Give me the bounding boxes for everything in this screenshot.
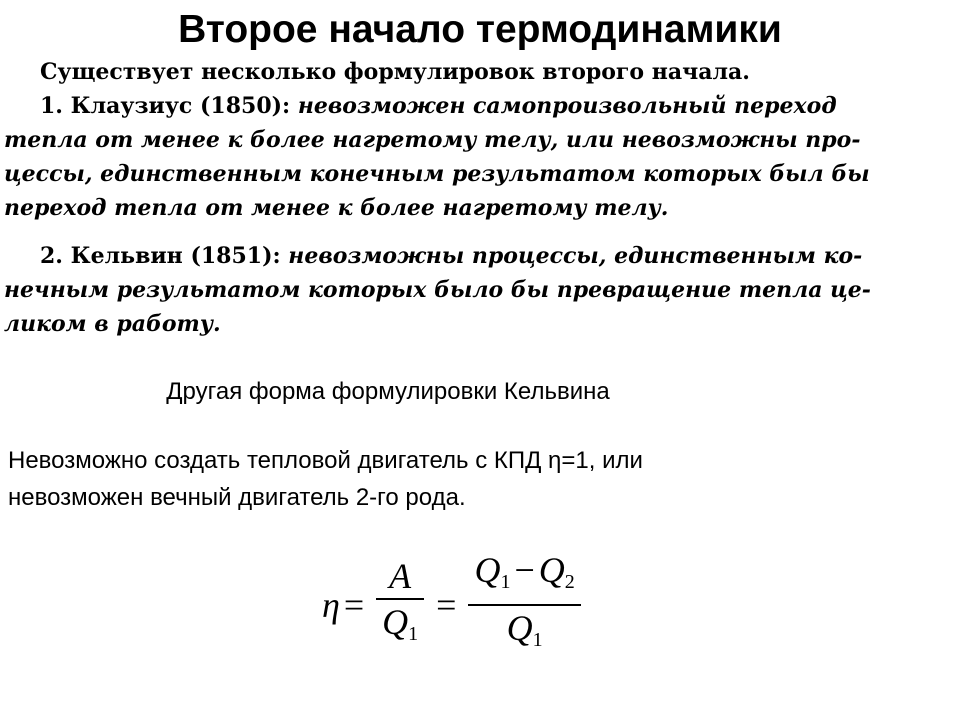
formula-q: Q — [382, 601, 409, 642]
fraction-2-denominator — [501, 606, 549, 662]
clausius-text-3: цессы, единственным конечным результатом которых был бы — [4, 161, 870, 187]
kelvin-text-2: нечным результатом которых было бы превращение тепла це- — [4, 277, 871, 303]
slide-title: Второе начало термодинамики — [178, 8, 782, 51]
formula-minus: − — [514, 550, 535, 590]
fraction-a-over-q1 — [376, 554, 424, 656]
scanned-text-block — [0, 55, 960, 341]
clausius-line-4 — [0, 191, 960, 225]
formula-equals-2: = — [436, 584, 457, 625]
formula-a: A — [389, 556, 412, 596]
subtitle: Другая форма формулировки Кельвина — [166, 378, 610, 405]
formula-q: Q — [538, 550, 565, 590]
clausius-text-2b: , или невозможны про- — [550, 127, 861, 153]
fraction-2-numerator — [468, 548, 580, 604]
fraction-q1-minus-q2-over-q1 — [468, 548, 580, 662]
kelvin-text-3: ликом в работу. — [4, 311, 221, 337]
formula-subscript: 1 — [408, 622, 419, 645]
clausius-line-3 — [0, 157, 960, 191]
formula-subscript: 1 — [500, 571, 511, 593]
formula-q: Q — [474, 550, 501, 590]
kelvin-text-1: невозможны процессы, единственным ко- — [288, 243, 863, 269]
kelvin-line-1 — [0, 239, 960, 273]
statement-line-1: Невозможно создать тепловой двигатель с КПД η=1, или — [8, 447, 643, 474]
kelvin-line-2 — [0, 273, 960, 307]
kelvin-line-3 — [0, 307, 960, 341]
clausius-line-2 — [0, 123, 960, 157]
clausius-text-4: переход тепла от менее к более нагретому телу. — [4, 195, 669, 221]
formula-eta: η — [322, 584, 340, 625]
formula-q: Q — [506, 607, 533, 648]
intro-line: Существует несколько формулировок второго начала. — [40, 59, 750, 85]
clausius-text-2a: тепла от менее к более нагретому телу — [4, 127, 551, 153]
clausius-line-1 — [0, 89, 960, 123]
efficiency-formula — [322, 548, 589, 662]
statement-line-2: невозможен вечный двигатель 2-го рода. — [8, 484, 466, 511]
formula-subscript: 1 — [532, 628, 543, 651]
fraction-1-denominator — [376, 600, 424, 656]
clausius-label: 1. Клаузиус (1850): — [40, 93, 291, 119]
formula-subscript: 2 — [564, 571, 575, 593]
kelvin-label: 2. Кельвин (1851): — [40, 243, 281, 269]
statement — [8, 442, 908, 516]
formula-equals-1: = — [343, 584, 365, 625]
fraction-1-numerator — [383, 554, 417, 598]
clausius-text-1: невозможен самопроизвольный переход — [297, 93, 837, 119]
